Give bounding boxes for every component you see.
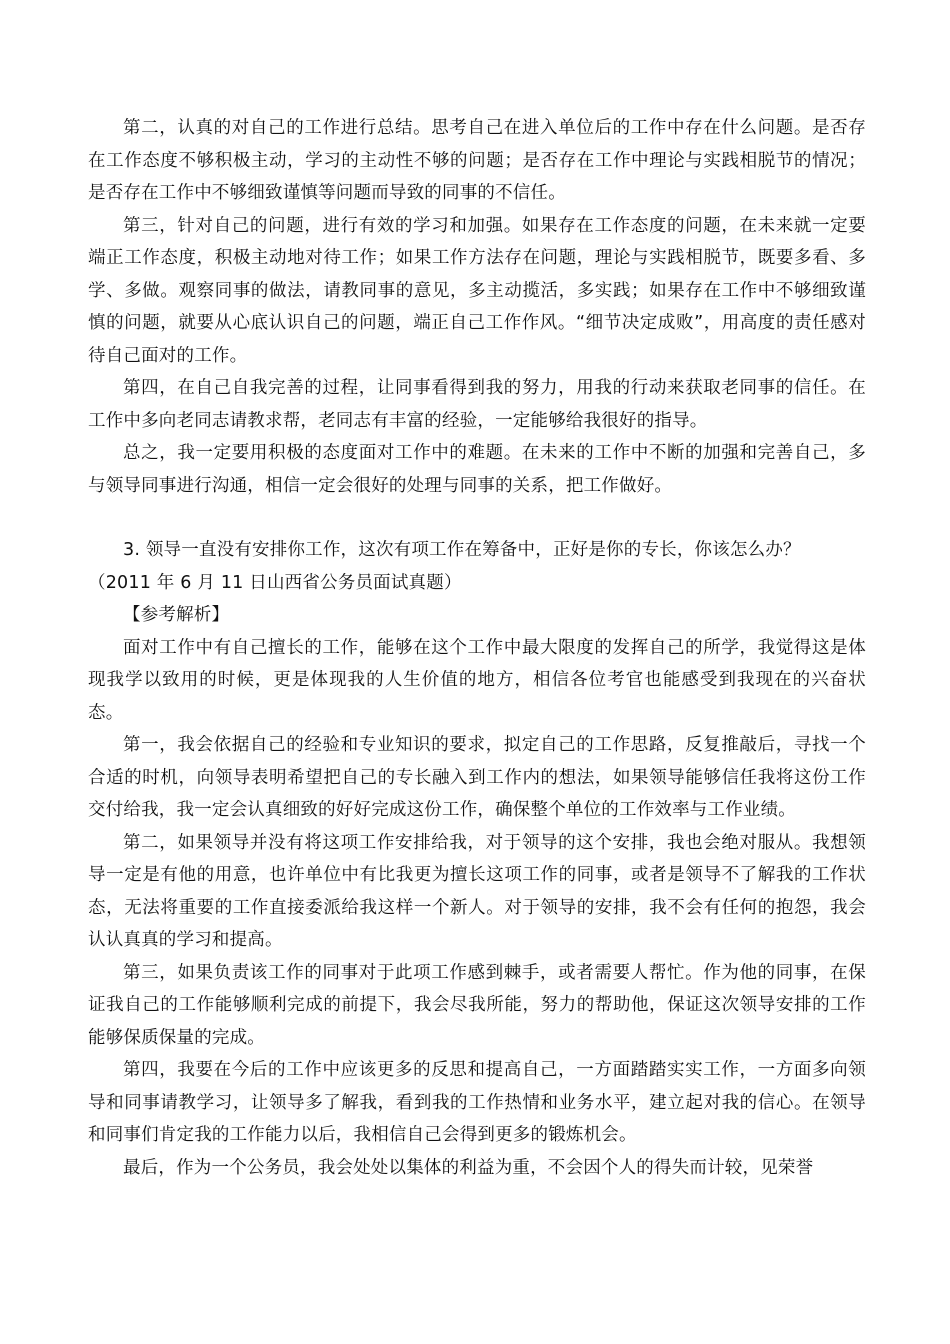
section-gap	[88, 502, 866, 534]
question-source: （2011 年 6 月 11 日山西省公务员面试真题）	[88, 572, 462, 593]
paragraph-second: 第二，如果领导并没有将这项工作安排给我，对于领导的这个安排，我也会绝对服从。我想领导一定是有他的用意，也许单位中有比我更为擅长这项工作的同事，或者是领导不了解我的工作状态，无法将重要的工作直接委派给我这样一个新人。对于领导的安排，我不会有任何的抱怨，我会认认真真的学习和提高。	[88, 832, 866, 950]
paragraph-conclusion: 总之，我一定要用积极的态度面对工作中的难题。在未来的工作中不断的加强和完善自己，多与领导同事进行沟通，相信一定会很好的处理与同事的关系，把工作做好。	[88, 443, 866, 496]
document-page	[88, 112, 866, 1184]
paragraph-fourth-trust: 第四，在自己自我完善的过程，让同事看得到我的努力，用我的行动来获取老同事的信任。在工作中多向老同志请教求帮，老同志有丰富的经验，一定能够给我很好的指导。	[88, 378, 866, 431]
paragraph-third: 第三，如果负责该工作的同事对于此项工作感到棘手，或者需要人帮忙。作为他的同事，在保证我自己的工作能够顺利完成的前提下，我会尽我所能，努力的帮助他，保证这次领导安排的工作能够保质保量的完成。	[88, 962, 866, 1048]
paragraph-third-improve: 第三，针对自己的问题，进行有效的学习和加强。如果存在工作态度的问题，在未来就一定要端正工作态度，积极主动地对待工作；如果工作方法存在问题，理论与实践相脱节，既要多看、多学、多做。观察同事的做法，请教同事的意见，多主动揽活，多实践；如果存在工作中不够细致谨慎的问题，就要从心底认识自己的问题，端正自己工作作风。“细节决定成败”，用高度的责任感对待自己面对的工作。	[88, 215, 866, 366]
question-3: 3. 领导一直没有安排你工作，这次有项工作在筹备中，正好是你的专长，你该怎么办？	[123, 540, 801, 560]
paragraph-finally: 最后，作为一个公务员，我会处处以集体的利益为重，不会因个人的得失而计较，见荣誉	[123, 1157, 814, 1178]
analysis-heading: 【参考解析】	[123, 605, 230, 625]
paragraph-intro: 面对工作中有自己擅长的工作，能够在这个工作中最大限度的发挥自己的所学，我觉得这是体现我学以致用的时候，更是体现我的人生价值的地方，相信各位考官也能感受到我现在的兴奋状态。	[88, 637, 866, 723]
paragraph-second-summary: 第二，认真的对自己的工作进行总结。思考自己在进入单位后的工作中存在什么问题。是否存在工作态度不够积极主动，学习的主动性不够的问题；是否存在工作中理论与实践相脱节的情况；是否存在工作中不够细致谨慎等问题而导致的同事的不信任。	[88, 118, 866, 203]
paragraph-fourth: 第四，我要在今后的工作中应该更多的反思和提高自己，一方面踏踏实实工作，一方面多向领导和同事请教学习，让领导多了解我，看到我的工作热情和业务水平，建立起对我的信心。在领导和同事们肯定我的工作能力以后，我相信自己会得到更多的锻炼机会。	[88, 1060, 866, 1145]
paragraph-first: 第一，我会依据自己的经验和专业知识的要求，拟定自己的工作思路，反复推敲后，寻找一个合适的时机，向领导表明希望把自己的专长融入到工作内的想法，如果领导能够信任我将这份工作交付给我，我一定会认真细致的好好完成这份工作，确保整个单位的工作效率与工作业绩。	[88, 735, 866, 820]
